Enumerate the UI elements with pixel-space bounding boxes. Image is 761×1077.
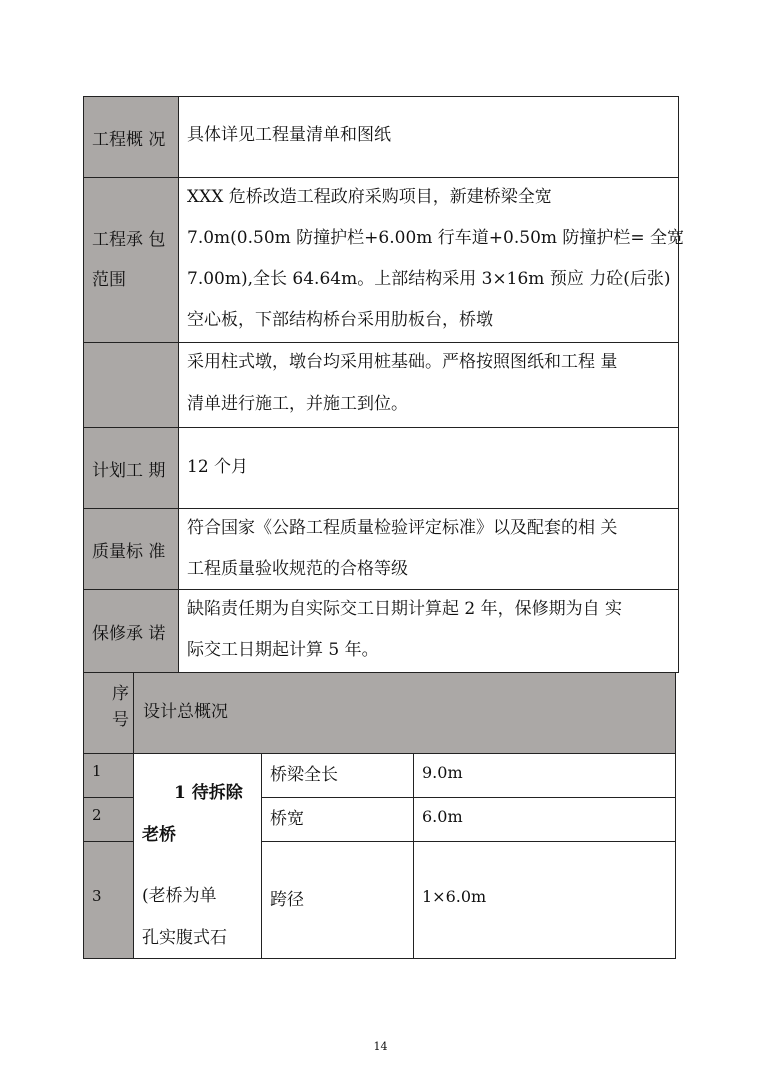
page-number: 14 xyxy=(373,1040,388,1053)
label-contract-scope: 工程承 包 范围 xyxy=(83,177,179,343)
value-cell-1: 9.0m xyxy=(413,753,676,798)
item-cell-2: 桥宽 xyxy=(261,797,414,842)
value-contract-scope xyxy=(178,177,685,343)
text-line: XXX 危桥改造工程政府采购项目，新建桥梁全宽 xyxy=(187,187,552,207)
text-line: 老桥 xyxy=(142,825,176,845)
value-planned-duration xyxy=(178,427,679,509)
text-line: 具体详见工程量清单和图纸 xyxy=(187,125,391,145)
label-planned-duration: 计划工 期 xyxy=(83,427,179,509)
value-cell-3: 1×6.0m xyxy=(413,841,676,959)
text-line: 1 待拆除 xyxy=(174,783,243,803)
header-divider xyxy=(133,673,134,754)
header-seq-bottom: 号 xyxy=(112,710,129,730)
item-cell-3: 跨径 xyxy=(261,841,414,959)
value-quality-standard xyxy=(178,508,679,590)
label-quality-standard: 质量标 准 xyxy=(83,508,179,590)
text-line: 工程质量验收规范的合格等级 xyxy=(187,559,408,579)
text-line: 缺陷责任期为自实际交工日期计算起 2 年，保修期为自 实 xyxy=(187,599,623,619)
merged-old-bridge-cell xyxy=(133,753,262,959)
text-line: 际交工日期起计算 5 年。 xyxy=(187,640,379,660)
item-cell-1: 桥梁全长 xyxy=(261,753,414,798)
header-title: 设计总概况 xyxy=(143,702,228,722)
row-number-1: 1 xyxy=(83,753,134,798)
text-line: 空心板，下部结构桥台采用肋板台，桥墩 xyxy=(187,310,493,330)
label-empty xyxy=(83,342,179,428)
text-line: 孔实腹式石 xyxy=(142,928,227,948)
label-warranty: 保修承 诺 xyxy=(83,589,179,673)
text-line: 12 个月 xyxy=(187,457,249,477)
text-line: 符合国家《公路工程质量检验评定标准》以及配套的相 关 xyxy=(187,518,618,538)
value-cell-2: 6.0m xyxy=(413,797,676,842)
row-number-2: 2 xyxy=(83,797,134,842)
value-contract-scope-continued xyxy=(178,342,679,428)
header-seq-top: 序 xyxy=(112,684,129,704)
value-project-overview xyxy=(178,96,679,178)
text-line: (老桥为单 xyxy=(142,886,217,906)
value-warranty xyxy=(178,589,679,673)
text-line: 7.00m),全长 64.64m。上部结构采用 3×16m 预应 力砼(后张) xyxy=(187,269,671,289)
text-line: 采用柱式墩，墩台均采用桩基础。严格按照图纸和工程 量 xyxy=(187,352,618,372)
label-project-overview: 工程概 况 xyxy=(83,96,179,178)
row-number-3: 3 xyxy=(83,841,134,959)
text-line: 清单进行施工，并施工到位。 xyxy=(187,394,408,414)
text-line: 7.0m(0.50m 防撞护栏+6.00m 行车道+0.50m 防撞护栏= 全宽 xyxy=(187,228,685,248)
